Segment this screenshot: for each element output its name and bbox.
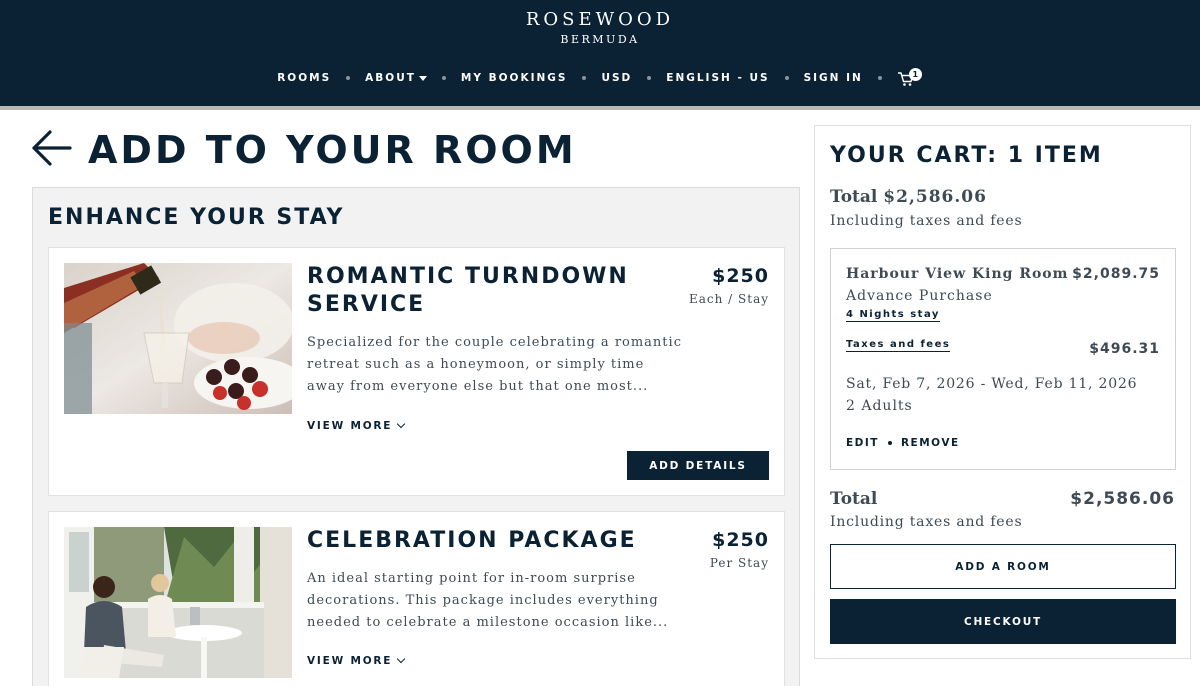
cart-room-item bbox=[830, 248, 1176, 470]
enhance-your-stay-panel bbox=[32, 187, 800, 686]
header-divider bbox=[0, 106, 1200, 110]
addon-price-unit: Each / Stay bbox=[688, 292, 769, 306]
nights-stay-link[interactable]: 4 Nights stay bbox=[846, 309, 940, 320]
addon-image[interactable] bbox=[64, 263, 292, 414]
addon-card-romantic-turndown bbox=[48, 247, 785, 496]
cart-count-badge: 1 bbox=[909, 68, 922, 81]
edit-button[interactable]: EDIT bbox=[846, 437, 879, 449]
site-header bbox=[0, 0, 1200, 106]
addon-price-unit: Per Stay bbox=[709, 556, 769, 570]
cart-tax-note: Including taxes and fees bbox=[830, 213, 1023, 229]
chevron-down-icon bbox=[397, 655, 405, 663]
room-rate-plan: Advance Purchase bbox=[846, 288, 993, 304]
remove-button[interactable]: REMOVE bbox=[900, 437, 960, 449]
nav-language[interactable]: ENGLISH - US bbox=[666, 72, 770, 84]
nav-separator bbox=[647, 76, 651, 80]
addon-image[interactable] bbox=[64, 527, 292, 678]
addon-card-celebration-package bbox=[48, 511, 785, 686]
room-actions bbox=[846, 437, 960, 449]
champagne-photo bbox=[64, 263, 292, 414]
summary-total-label: Total bbox=[830, 489, 878, 509]
nav-separator bbox=[785, 76, 789, 80]
brand-location[interactable]: BERMUDA bbox=[560, 33, 640, 46]
nav-about[interactable] bbox=[365, 72, 427, 84]
section-title: ENHANCE YOUR STAY bbox=[48, 205, 345, 230]
back-arrow-icon[interactable] bbox=[30, 128, 72, 168]
page-title: ADD TO YOUR ROOM bbox=[88, 128, 577, 172]
nav-currency[interactable]: USD bbox=[601, 72, 633, 84]
summary-tax-note: Including taxes and fees bbox=[830, 514, 1023, 530]
view-more-link[interactable] bbox=[307, 655, 404, 667]
cart-total bbox=[830, 187, 987, 207]
addon-title: CELEBRATION PACKAGE bbox=[307, 528, 637, 553]
room-price: $2,089.75 bbox=[1072, 266, 1160, 282]
brand-name[interactable]: ROSEWOOD bbox=[525, 9, 675, 30]
cart-total-amount: $2,586.06 bbox=[883, 187, 987, 207]
nav-cart-button[interactable] bbox=[897, 69, 923, 87]
room-dates: Sat, Feb 7, 2026 - Wed, Feb 11, 2026 bbox=[846, 376, 1138, 392]
caret-down-icon bbox=[419, 76, 427, 81]
addon-description: Specialized for the couple celebrating a romantic retreat such as a honeymoon, or simply time away from everyone else but that one most... bbox=[307, 335, 682, 394]
taxes-fees-price: $496.31 bbox=[1089, 341, 1160, 357]
chevron-down-icon bbox=[397, 420, 405, 428]
checkout-button[interactable]: CHECKOUT bbox=[830, 599, 1176, 644]
cart-total-label: Total bbox=[830, 187, 878, 207]
main-nav bbox=[0, 68, 1200, 88]
summary-total-amount: $2,586.06 bbox=[1070, 489, 1175, 509]
nav-separator bbox=[582, 76, 586, 80]
couple-terrace-photo bbox=[64, 527, 292, 678]
addon-title: ROMANTIC TURNDOWN SERVICE bbox=[307, 264, 629, 317]
action-separator bbox=[888, 441, 892, 445]
addon-price: $250 bbox=[712, 265, 769, 287]
add-details-button[interactable]: ADD DETAILS bbox=[627, 451, 769, 480]
nav-rooms[interactable]: ROOMS bbox=[277, 72, 332, 84]
taxes-fees-link[interactable]: Taxes and fees bbox=[846, 339, 951, 350]
view-more-label: VIEW MORE bbox=[307, 655, 393, 667]
nav-my-bookings[interactable]: MY BOOKINGS bbox=[460, 72, 568, 84]
nav-separator bbox=[442, 76, 446, 80]
nav-sign-in[interactable]: SIGN IN bbox=[803, 72, 863, 84]
add-room-button[interactable]: ADD A ROOM bbox=[830, 544, 1176, 589]
nav-about-label: ABOUT bbox=[365, 72, 416, 84]
nav-separator bbox=[346, 76, 350, 80]
room-name: Harbour View King Room bbox=[846, 266, 1069, 282]
view-more-link[interactable] bbox=[307, 420, 404, 432]
view-more-label: VIEW MORE bbox=[307, 420, 393, 432]
nav-separator bbox=[878, 76, 882, 80]
room-guests: 2 Adults bbox=[846, 398, 913, 414]
addon-description: An ideal starting point for in-room surprise decorations. This package includes everything needed to celebrate a milestone occasion like... bbox=[307, 571, 669, 630]
cart-title: YOUR CART: 1 ITEM bbox=[830, 143, 1103, 168]
addon-price: $250 bbox=[712, 529, 769, 551]
cart-panel bbox=[814, 125, 1191, 659]
